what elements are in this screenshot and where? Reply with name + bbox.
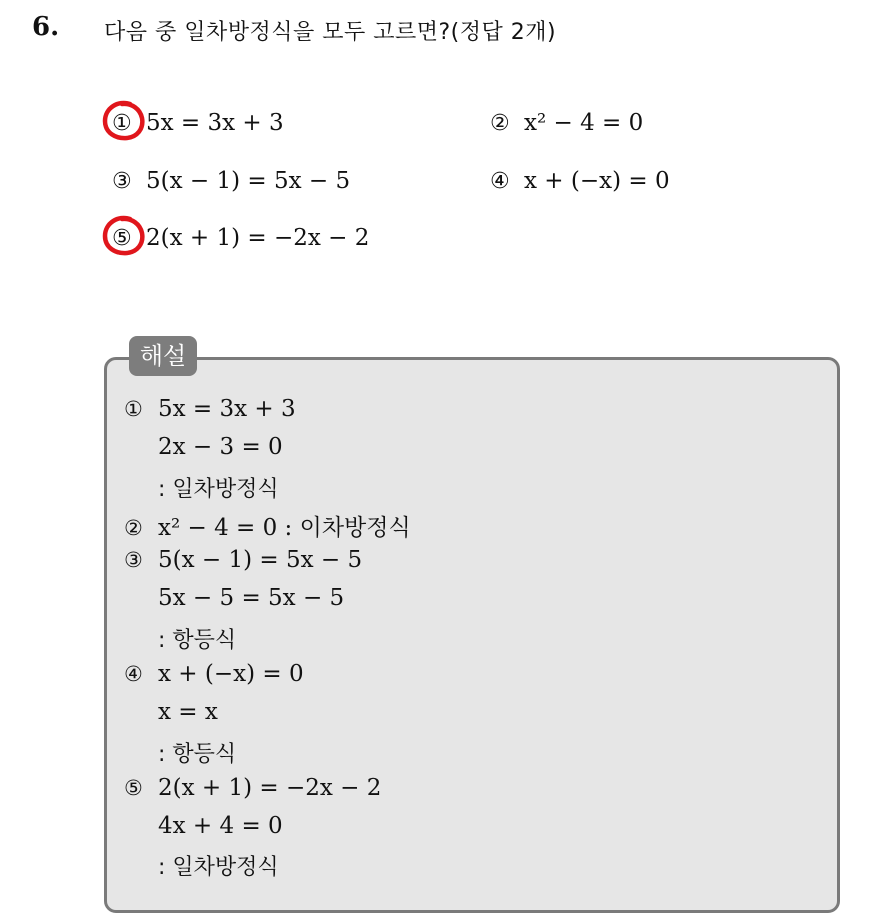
explanation-line-3-text: : 일차방정식 — [158, 477, 279, 502]
explanation-line-11-mark: ⑤ — [124, 776, 143, 800]
explanation-line-2-text: 2x − 3 = 0 — [158, 434, 283, 460]
answer-circle-1-icon — [100, 98, 148, 144]
choice-3 — [112, 168, 350, 194]
choice-5-expression: 2(x + 1) = −2x − 2 — [146, 225, 370, 251]
explanation-line-8-text: x + (−x) = 0 — [158, 661, 304, 687]
explanation-line-6-text: 5x − 5 = 5x − 5 — [158, 585, 345, 611]
choice-1-mark: ① — [112, 111, 132, 136]
explanation-line-11 — [124, 775, 381, 801]
explanation-line-13-text: : 일차방정식 — [158, 855, 279, 880]
explanation-line-13 — [124, 850, 279, 881]
explanation-line-12-text: 4x + 4 = 0 — [158, 813, 283, 839]
explanation-line-10-text: : 항등식 — [158, 742, 237, 767]
explanation-line-5-mark: ③ — [124, 548, 143, 572]
explanation-line-7 — [124, 623, 236, 654]
choice-3-mark: ③ — [112, 169, 132, 194]
choice-3-expression: 5(x − 1) = 5x − 5 — [146, 168, 351, 194]
explanation-line-1 — [124, 396, 296, 422]
explanation-line-4-text: x² − 4 = 0 : 이차방정식 — [158, 515, 411, 541]
choice-5 — [112, 225, 369, 251]
choice-1-expression: 5x = 3x + 3 — [146, 110, 284, 136]
explanation-line-7-text: : 항등식 — [158, 628, 237, 653]
explanation-line-6 — [124, 585, 344, 611]
explanation-line-2 — [124, 434, 283, 460]
question-number: 6. — [32, 12, 60, 42]
choice-2-expression: x² − 4 = 0 — [524, 110, 644, 136]
explanation-line-8-mark: ④ — [124, 662, 143, 686]
explanation-line-10 — [124, 737, 236, 768]
explanation-line-9 — [124, 699, 218, 725]
explanation-line-4 — [124, 509, 411, 542]
explanation-line-5 — [124, 547, 362, 573]
explanation-line-9-text: x = x — [158, 699, 218, 725]
explanation-line-12 — [124, 813, 283, 839]
explanation-label: 해설 — [129, 336, 197, 376]
answer-circle-5-icon — [100, 213, 148, 259]
explanation-line-1-mark: ① — [124, 397, 143, 421]
explanation-line-8 — [124, 661, 304, 687]
explanation-line-3 — [124, 472, 279, 503]
choice-5-mark: ⑤ — [112, 226, 132, 251]
explanation-line-11-text: 2(x + 1) = −2x − 2 — [158, 775, 382, 801]
choice-4-mark: ④ — [490, 169, 510, 194]
explanation-line-1-text: 5x = 3x + 3 — [158, 396, 296, 422]
choice-4 — [490, 168, 670, 194]
explanation-line-4-mark: ② — [124, 516, 143, 540]
choice-4-expression: x + (−x) = 0 — [524, 168, 670, 194]
choice-2 — [490, 110, 643, 136]
explanation-line-5-text: 5(x − 1) = 5x − 5 — [158, 547, 363, 573]
choice-2-mark: ② — [490, 111, 510, 136]
question-text: 다음 중 일차방정식을 모두 고르면?(정답 2개) — [104, 20, 557, 45]
